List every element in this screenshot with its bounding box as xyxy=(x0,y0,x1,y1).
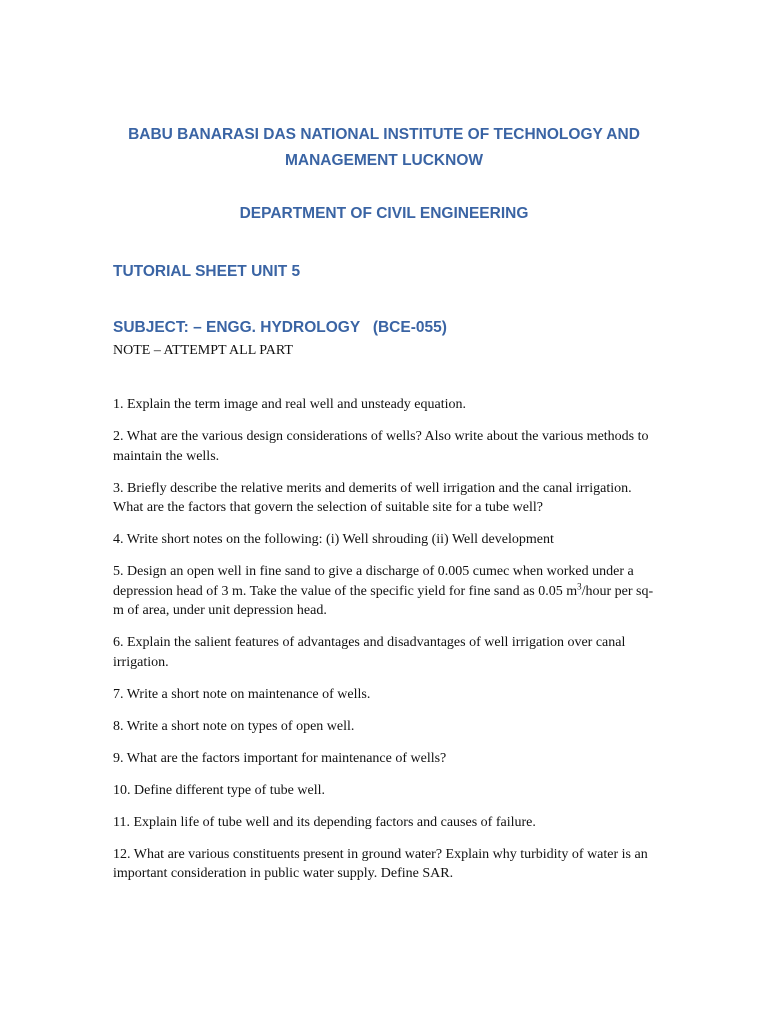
question-item: 10. Define different type of tube well. xyxy=(113,782,326,798)
instruction-note: NOTE – ATTEMPT ALL PART xyxy=(113,343,293,358)
question-item: 9. What are the factors important for maintenance of wells? xyxy=(113,750,447,766)
question-item: 4. Write short notes on the following: (i) Well shrouding (ii) Well development xyxy=(113,532,554,547)
question-item: 12. What are various constituents present in ground water? Explain why turbidity of water is an important consideration in public water supply. Define SAR. xyxy=(113,846,648,881)
question-text: /hour per sq-m of area, under unit depression head. xyxy=(113,583,654,618)
institute-name-line1: BABU BANARASI DAS NATIONAL INSTITUTE OF TECHNOLOGY AND xyxy=(128,126,640,143)
question-item: 2. What are the various design considerations of wells? Also write about the various methods to maintain the wells. xyxy=(113,429,649,464)
institute-name-line2: MANAGEMENT LUCKNOW xyxy=(284,152,484,169)
question-text: 5. Design an open well in fine sand to give a discharge of 0.005 cumec when worked under a depression head of 3 m. Take the value of the specific yield for fine sand as 0.05 m xyxy=(113,564,634,599)
question-item: 11. Explain life of tube well and its depending factors and causes of failure. xyxy=(113,814,536,830)
subject-title: SUBJECT: – ENGG. HYDROLOGY (BCE-055) xyxy=(113,319,447,336)
institute-name xyxy=(120,122,648,174)
question-item: 7. Write a short note on maintenance of wells. xyxy=(113,686,371,702)
question-item: 6. Explain the salient features of advantages and disadvantages of well irrigation over canal irrigation. xyxy=(113,635,626,670)
question-item: 1. Explain the term image and real well and unsteady equation. xyxy=(113,397,466,412)
tutorial-title: TUTORIAL SHEET UNIT 5 xyxy=(113,263,301,280)
department-title: DEPARTMENT OF CIVIL ENGINEERING xyxy=(239,205,529,222)
question-item xyxy=(113,562,658,621)
question-item: 8. Write a short note on types of open well. xyxy=(113,718,355,734)
superscript: 3 xyxy=(577,580,582,591)
question-item: 3. Briefly describe the relative merits and demerits of well irrigation and the canal irrigation. What are the factors that govern the selection of suitable site for a tube well? xyxy=(113,480,632,515)
question-list xyxy=(113,395,658,896)
